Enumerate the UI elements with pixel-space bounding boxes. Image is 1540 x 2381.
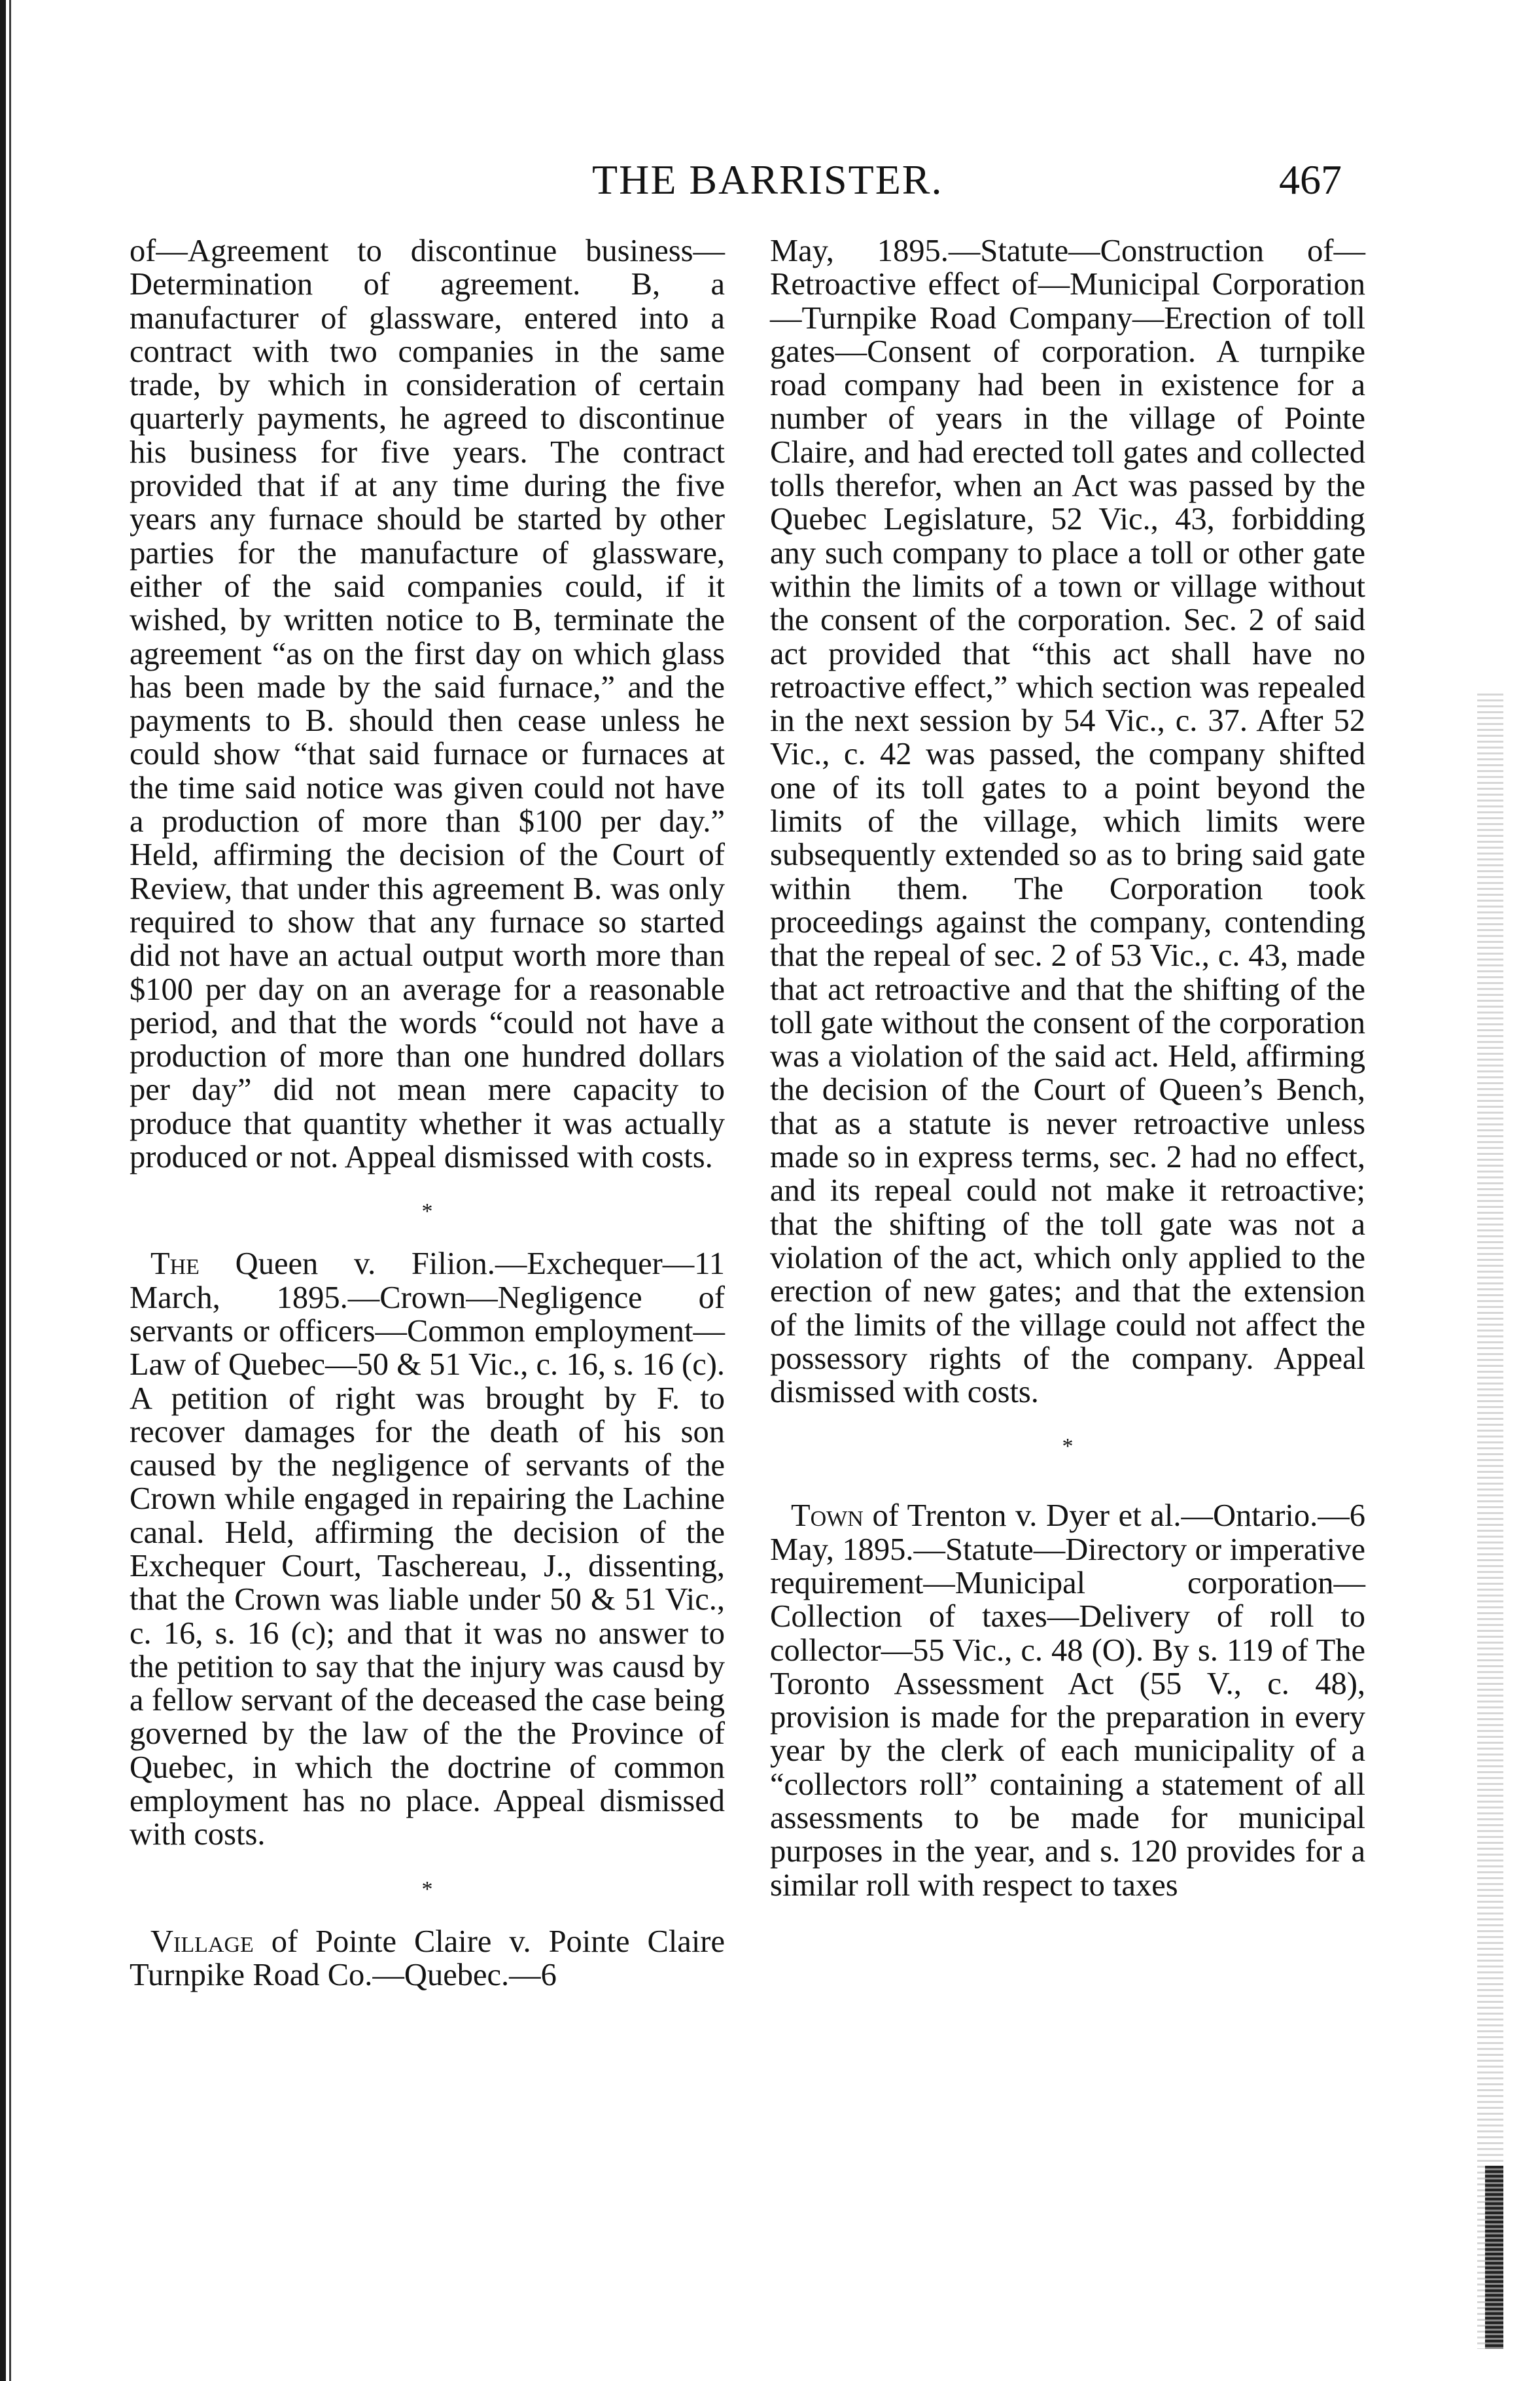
section-separator-star: *	[421, 1877, 433, 1901]
case-lead-word: Village	[150, 1924, 254, 1959]
case-lead-word: The	[150, 1246, 200, 1282]
scan-edge-binding	[1485, 2166, 1503, 2349]
case-text: Queen v. Filion.—Exchequer—11 March, 1895.—Crown—Negligence of servants or officers—Common employment—Law of Quebec—50 & 51 Vic., c. 16, s. 16 (c). A petition of right was brought by F. to recover damages for the death of his son caused by the negligence of servants of the Crown while engaged in repairing the Lachine canal. Held, affirming the decision of the Exchequer Court, Taschereau, J., dissenting, that the Crown was liable under 50 & 51 Vic., c. 16, s. 16 (c); and that it was no answer to the petition to say that the injury was causd by a fellow servant of the deceased the case being governed by the law of the the Province of Quebec, in which the doctrine of common employment has no place. Appeal dismissed with costs.	[130, 1246, 725, 1852]
case-lead-word: Town	[791, 1498, 864, 1534]
page-number: 467	[1279, 156, 1342, 203]
case-paragraph-pointe-claire-continued: May, 1895.—Statute—Construction of—Retroactive effect of—Municipal Corporation—Turnpike Road Company—Erection of toll gates—Consent of corporation. A turnpike road company had been in existence for a number of years in the village of Pointe Claire, and had erected toll gates and collected tolls therefor, when an Act was passed by the Quebec Legislature, 52 Vic., 43, forbidding any such company to place a toll or other gate within the limits of a town or village without the consent of the corporation. Sec. 2 of said act provided that “this act shall have no retroactive effect,” which section was repealed in the next session by 54 Vic., c. 37. After 52 Vic., c. 42 was passed, the company shifted one of its toll gates to a point beyond the limits of the village, which limits were subsequently extended so as to bring said gate within them. The Corporation took proceedings against the company, contending that the repeal of sec. 2 of 53 Vic., c. 43, made that act retroactive and that the shifting of the toll gate without the consent of the corporation was a violation of the said act. Held, affirming the decision of the Court of Queen’s Bench, that as a statute is never retroactive unless made so in express terms, sec. 2 had no effect, and its repeal could not make it retroactive; that the shifting of the toll gate was not a violation of the act, which only applied to the erection of new gates; and that the extension of the limits of the village could not affect the possessory rights of the company. Appeal dismissed with costs.	[770, 234, 1365, 1410]
scan-left-border	[0, 0, 6, 2381]
case-paragraph-glassware: of—Agreement to discontinue business—Determination of agreement. B, a manufacturer of glassware, entered into a contract with two companies in the same trade, by which in consideration of certain quarterly payments, he agreed to discontinue his business for five years. The contract provided that if at any time during the five years any furnace should be started by other parties for the manufacture of glassware, either of the said companies could, if it wished, by written notice to B, terminate the agreement “as on the first day on which glass has been made by the said furnace,” and the payments to B. should then cease unless he could show “that said furnace or furnaces at the time said notice was given could not have a production of more than $100 per day.” Held, affirming the decision of the Court of Review, that under this agreement B. was only required to show that any furnace so started did not have an actual output worth more than $100 per day on an average for a reasonable period, and that the words “could not have a production of more than one hundred dollars per day” did not mean mere capacity to produce that quantity whether it was actually produced or not. Appeal dismissed with costs.	[130, 234, 725, 1175]
case-text: of Trenton v. Dyer et al.—Ontario.—6 May, 1895.—Statute—Directory or imperative requirement—Municipal corporation—Collection of taxes—Delivery of roll to collector—55 Vic., c. 48 (O). By s. 119 of The Toronto Assessment Act (55 V., c. 48), provision is made for the preparation in every year by the clerk of each municipality of a “collectors roll” containing a statement of all assessments to be made for municipal purposes in the year, and s. 120 provides for a similar roll with respect to taxes	[770, 1498, 1365, 1903]
case-paragraph-pointe-claire	[130, 1925, 725, 1992]
scan-edge-noise	[1477, 694, 1503, 2349]
section-separator-star: *	[1062, 1434, 1074, 1459]
left-column	[130, 234, 725, 1992]
case-paragraph-trenton-v-dyer	[770, 1499, 1365, 1902]
section-separator-star: *	[421, 1199, 433, 1224]
scan-left-border-inner	[9, 0, 11, 2381]
running-head-title: THE BARRISTER.	[592, 156, 943, 203]
case-paragraph-queen-v-filion	[130, 1247, 725, 1851]
right-column	[770, 234, 1365, 1902]
case-text: of Pointe Claire v. Pointe Claire Turnpike Road Co.—Quebec.—6	[130, 1924, 725, 1992]
